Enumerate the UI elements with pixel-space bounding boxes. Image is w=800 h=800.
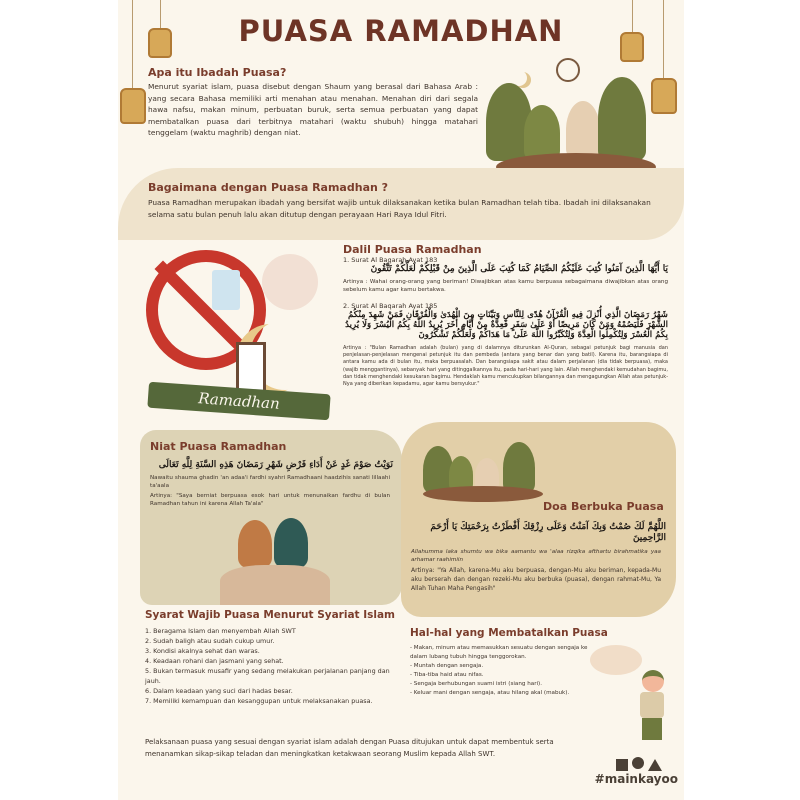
niat-heading: Niat Puasa Ramadhan <box>150 440 287 453</box>
clock-icon <box>556 58 580 82</box>
praying-man-figure <box>238 520 272 568</box>
triangle-shape <box>648 759 662 771</box>
lantern-icon <box>120 88 146 124</box>
niat-card <box>140 430 402 605</box>
doa-heading: Doa Berbuka Puasa <box>543 500 664 513</box>
dalil-meaning-1: Artinya : Wahai orang-orang yang beriman! Diwajibkan atas kamu berpuasa sebagaimana diwajibkan atas orang sebelum kamu agar kamu bertakwa. <box>343 279 668 293</box>
batal-heading: Hal-hal yang Membatalkan Puasa <box>410 627 608 639</box>
dalil-heading: Dalil Puasa Ramadhan <box>343 243 482 256</box>
syarat-list <box>145 626 407 706</box>
syarat-item: 1. Beragama Islam dan menyembah Allah SWT <box>145 627 296 635</box>
fasting-illustration <box>140 250 340 420</box>
page-title: PUASA RAMADHAN <box>238 14 564 48</box>
batal-item: - Makan, minum atau memasukkan sesuatu dengan sengaja ke dalam lubang tubuh hingga tenggorokan. <box>410 645 588 660</box>
ramadhan-heading: Bagaimana dengan Puasa Ramadhan ? <box>148 181 389 194</box>
doa-card <box>401 422 676 617</box>
syarat-item: 7. Memiliki kemampuan dan kesanggupan untuk melaksanakan puasa. <box>145 697 373 705</box>
dalil-ref-2: 2. Surat Al Baqarah Ayat 185 <box>343 302 438 310</box>
ramadhan-text: Puasa Ramadhan merupakan ibadah yang bersifat wajib untuk dilaksanakan ketika bulan Ramadhan telah tiba. Ibadah ini dilaksanakan selama satu bulan penuh lalu akan ditutup dengan perayaan Hari Raya Idul Fitri. <box>148 198 651 219</box>
doa-meaning: Artinya: "Ya Allah, karena-Mu aku berpuasa, dengan-Mu aku beriman, kepada-Mu aku berserah dan dengan rezeki-Mu aku berbuka (puasa), dengan rahmat-Mu, Ya Allah Tuhan Maha Pengasih" <box>411 567 661 592</box>
syarat-item: 5. Bukan termasuk musafir yang sedang melakukan perjalanan panjang dan jauh. <box>145 667 390 685</box>
syarat-item: 6. Dalam keadaan yang suci dari hadas besar. <box>145 687 293 695</box>
batal-list <box>410 644 590 698</box>
table <box>423 486 543 502</box>
intro-heading: Apa itu Ibadah Puasa? <box>148 66 287 79</box>
intro-text: Menurut syariat islam, puasa disebut dengan Shaum yang berasal dari Bahasa Arab : yang secara Bahasa memiliki arti menahan atau menahan. Menahan diri dari segala hawa nafsu, makan minum, perbuatan buruk, serta semua perbuatan yang dapat membatalkan puasa dari terbitnya matahari (waktu shubuh) hingga matahari tenggelam (waktu maghrib) dengan niat. <box>148 82 478 137</box>
batal-item: - Muntah dengan sengaja. <box>410 663 484 669</box>
niat-arabic: نَوَيْتُ صَوْمَ غَدٍ عَنْ أَدَاءِ فَرْضِ شَهْرِ رَمَضَانَ هَذِهِ السَّنَةِ لِلَّهِ تَعَالَى <box>158 460 393 470</box>
water-glass-icon <box>212 270 240 310</box>
boy-body <box>640 692 664 718</box>
boy-figure <box>638 670 666 740</box>
niat-meaning: Artinya: "Saya berniat berpuasa esok hari untuk menunaikan fardhu di bulan Ramadhan tahun ini karena Allah Ta'ala" <box>150 493 390 507</box>
couple-icon <box>262 254 318 310</box>
boy-head <box>642 670 664 692</box>
syarat-item: 3. Kondisi akalnya sehat dan waras. <box>145 647 260 655</box>
boy-figure <box>566 101 600 159</box>
dalil-arabic-2: شَهْرُ رَمَضَانَ الَّذِي أُنْزِلَ فِيهِ الْقُرْآنُ هُدًى لِلنَّاسِ وَبَيِّنَاتٍ مِنَ الْهُدَىٰ وَالْفُرْقَانِ فَمَنْ شَهِدَ مِنْكُمُ الشَّهْرَ فَلْيَصُمْهُ وَمَنْ كَانَ مَرِيضًا أَوْ عَلَىٰ سَفَرٍ فَعِدَّةٌ مِنْ أَيَّامٍ أُخَرَ يُرِيدُ اللَّهُ بِكُمُ الْيُسْرَ وَلَا يُرِيدُ بِكُمُ الْعُسْرَ وَلِتُكْمِلُوا الْعِدَّةَ وَلِتُكَبِّرُوا اللَّهَ عَلَىٰ مَا هَدَاكُمْ وَلَعَلَّكُمْ تَشْكُرُونَ <box>345 310 668 340</box>
syarat-closing: Pelaksanaan puasa yang sesuai dengan syariat islam adalah dengan Puasa ditujukan untuk dapat membentuk serta menanamkan sikap-sikap teladan dan meningkatkan ketakwaan seorang Muslim kepada Allah SWT. <box>145 738 554 758</box>
family-iftar-illustration <box>423 436 543 500</box>
doa-latin: Allahumma laka shumtu wa bika aamantu wa 'alaa rizqika afthartu birahmatika yaa arhamar raahimiin <box>411 549 661 563</box>
batal-item: - Tiba-tiba haid atau nifas. <box>410 672 484 678</box>
circle-shape <box>632 757 644 769</box>
ramadhan-ribbon: Ramadhan <box>147 382 330 421</box>
brand-shapes-logo <box>616 757 676 771</box>
dalil-meaning-2: Artinya : "Bulan Ramadhan adalah (bulan) yang di dalamnya diturunkan Al-Quran, sebagai petunjuk bagi manusia dan penjelasan-penjelasan mengenai petunjuk itu dan pembeda (antara yang benar dan yang batil). Karena itu, barangsiapa di antara kamu ada di bulan itu, maka berpuasalah. Dan barangsiapa sakit atau dalam perjalanan (dia tidak berpuasa), maka (wajib menggantinya), sebanyak hari yang ditinggalkannya itu, pada hari-hari yang lain. Allah menghendaki kemudahan bagimu, dan tidak menghendaki kesukaran bagimu. Hendaklah kamu mencukupkan bilangannya dan mengagungkan Allah atas petunjuk-Nya yang diberikan kepadamu, agar kamu bersyukur." <box>343 345 668 388</box>
dalil-section <box>343 243 668 388</box>
syarat-section <box>145 609 407 706</box>
poster <box>118 0 684 800</box>
boy-legs <box>642 718 662 740</box>
dalil-ref-1: 1. Surat Al Baqarah Ayat 183 <box>343 256 438 264</box>
syarat-item: 2. Sudah baligh atau sudah cukup umur. <box>145 637 275 645</box>
table <box>220 565 330 605</box>
batal-item: - Keluar mani dengan sengaja, atau hilang akal (mabuk). <box>410 690 570 696</box>
thought-bubble-food-icon <box>590 645 642 675</box>
batal-item: - Sengaja berhubungan suami istri (siang hari). <box>410 681 543 687</box>
father-figure <box>598 77 646 161</box>
brand-tag: #mainkayoo <box>594 772 678 786</box>
syarat-item: 4. Keadaan rohani dan jasmani yang sehat. <box>145 657 284 665</box>
syarat-heading: Syarat Wajib Puasa Menurut Syariat Islam <box>145 609 396 621</box>
dalil-arabic-1: يَا أَيُّهَا الَّذِينَ آمَنُوا كُتِبَ عَلَيْكُمُ الصِّيَامُ كَمَا كُتِبَ عَلَى الَّذِينَ مِنْ قَبْلِكُمْ لَعَلَّكُمْ تَتَّقُونَ <box>370 264 668 274</box>
family-iftar-illustration <box>486 55 666 185</box>
niat-latin: Nawaitu shauma ghadin 'an adaa'i fardhi syahri Ramadhaani haadzihis sanati lillaahi ta'aala <box>150 475 390 489</box>
doa-arabic: اللَّهُمَّ لَكَ صُمْتُ وَبِكَ آمَنْتُ وَعَلَى رِزْقِكَ أَفْطَرْتُ بِرَحْمَتِكَ يَا أَرْحَمَ الرَّاحِمِينَ <box>430 522 666 543</box>
praying-woman-figure <box>274 518 308 568</box>
square-shape <box>616 759 628 771</box>
batal-section <box>410 627 608 698</box>
